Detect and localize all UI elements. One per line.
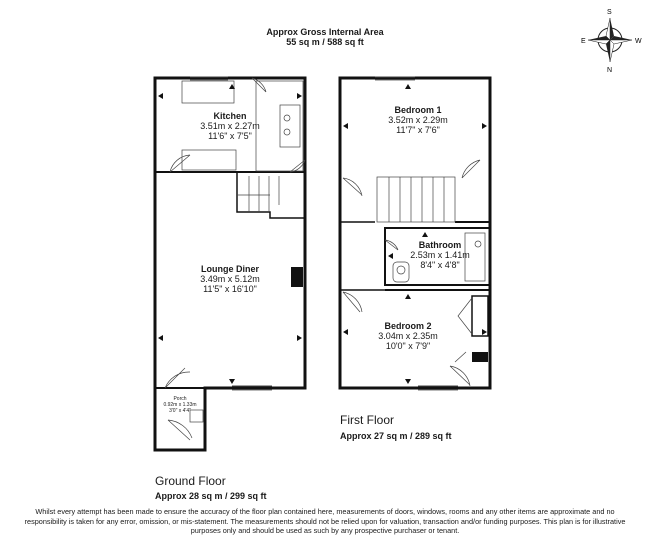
compass-icon — [581, 9, 642, 74]
first-floor-area: Approx 27 sq m / 289 sq ft — [340, 431, 452, 441]
room-imperial: 11'6" x 7'5" — [208, 131, 252, 141]
compass-north: N — [607, 67, 613, 74]
room-lounge-diner — [170, 264, 290, 294]
room-imperial: 11'5" x 16'10" — [203, 284, 257, 294]
first-floor-label: First Floor — [340, 413, 394, 427]
compass-south: S — [607, 9, 612, 16]
room-bedroom-1 — [368, 105, 468, 135]
room-name: Lounge Diner — [201, 264, 259, 274]
room-imperial: 8'4" x 4'8" — [420, 260, 460, 270]
room-imperial: 3'0" x 4'4" — [169, 408, 191, 414]
header-title: Approx Gross Internal Area — [266, 27, 384, 37]
header-area: 55 sq m / 588 sq ft — [286, 37, 364, 47]
room-metric: 3.04m x 2.35m — [378, 331, 438, 341]
room-name: Bedroom 2 — [384, 321, 432, 331]
room-metric: 3.51m x 2.27m — [200, 121, 260, 131]
ground-floor-label: Ground Floor — [155, 474, 226, 488]
disclaimer-text: Whilst every attempt has been made to ensure the accuracy of the floor plan contained here, measurements of doors, windows, rooms and any other items are approximate and no responsibility is taken for any error, omission, or mis-statement. The measurements should not be relied upon for valuation, transaction and/or funding purposes. This plan is for illustrative purposes only and should be used as such by any prospective purchaser or tenant. — [24, 507, 626, 536]
compass-west: W — [635, 38, 642, 45]
compass-east: E — [581, 38, 586, 45]
room-imperial: 10'0" x 7'9" — [385, 341, 431, 351]
room-name: Porch — [173, 396, 187, 402]
room-porch — [158, 396, 202, 414]
room-bedroom-2 — [358, 321, 458, 351]
room-name: Kitchen — [213, 111, 247, 121]
room-metric: 3.52m x 2.29m — [388, 115, 448, 125]
ground-floor-area: Approx 28 sq m / 299 sq ft — [155, 491, 267, 501]
room-bathroom — [398, 240, 482, 270]
room-imperial: 11'7" x 7'6" — [396, 125, 440, 135]
room-metric: 2.53m x 1.41m — [410, 250, 470, 260]
room-name: Bedroom 1 — [394, 105, 442, 115]
room-kitchen — [180, 111, 280, 141]
room-metric: 3.49m x 5.12m — [200, 274, 260, 284]
room-name: Bathroom — [418, 240, 462, 250]
room-metric: 0.92m x 1.33m — [163, 402, 197, 408]
